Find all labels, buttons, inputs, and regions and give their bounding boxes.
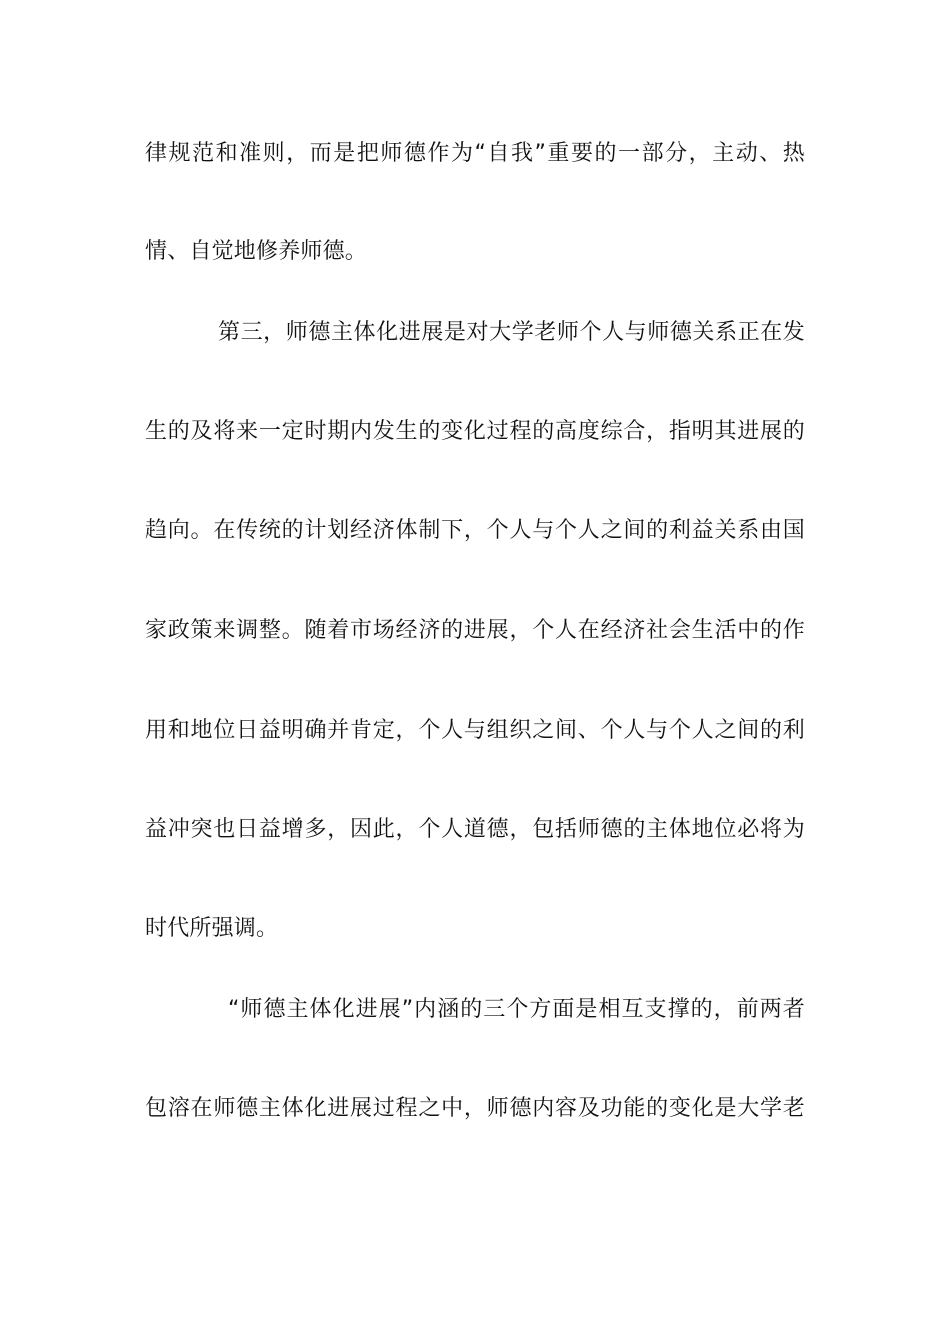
paragraph-start-line-2: “师德主体化进展”内涵的三个方面是相互支撑的，前两者 <box>228 997 805 1022</box>
text-line-7: 用和地位日益明确并肯定，个人与组织之间、个人与个人之间的利 <box>145 718 805 743</box>
text-line-1: 律规范和准则，而是把师德作为“自我”重要的一部分，主动、热 <box>145 141 805 166</box>
text-line-6: 家政策来调整。随着市场经济的进展，个人在经济社会生活中的作 <box>145 618 805 643</box>
text-line-4: 生的及将来一定时期内发生的变化过程的高度综合，指明其进展的 <box>145 419 805 444</box>
text-line-9: 时代所强调。 <box>145 916 279 941</box>
text-line-2: 情、自觉地修养师德。 <box>145 239 368 264</box>
paragraph-start-line: 第三，师德主体化进展是对大学老师个人与师德关系正在发 <box>218 320 805 345</box>
text-line-8: 益冲突也日益增多，因此，个人道德，包括师德的主体地位必将为 <box>145 817 805 842</box>
text-line-11: 包溶在师德主体化进展过程之中，师德内容及功能的变化是大学老 <box>145 1096 805 1121</box>
text-line-5: 趋向。在传统的计划经济体制下，个人与个人之间的利益关系由国 <box>145 518 805 543</box>
